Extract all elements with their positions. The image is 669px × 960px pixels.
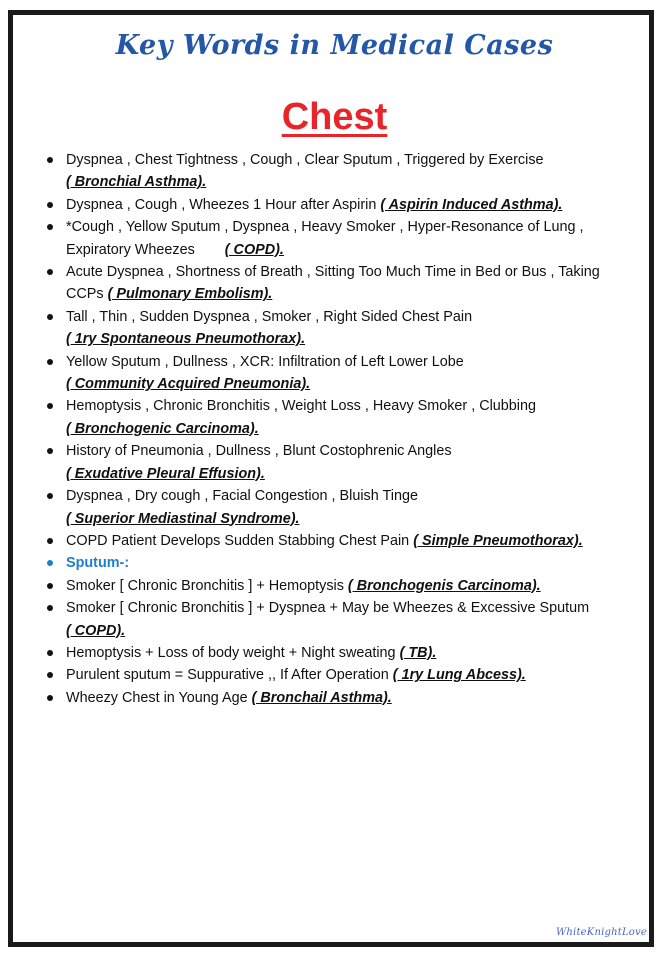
case-keywords: *Cough , Yellow Sputum , Dyspnea , Heavy Smoker , Hyper-Resonance of Lung , Expiratory Wheezes: [66, 219, 584, 258]
list-item: [44, 194, 634, 216]
sputum-label: Sputum-:: [66, 555, 130, 572]
case-diagnosis: ( 1ry Lung Abcess).: [392, 667, 526, 684]
bullet-icon: [47, 157, 53, 163]
bullet-icon: [47, 224, 53, 230]
case-list: [44, 149, 634, 709]
section-heading: Chest: [281, 96, 388, 138]
signature-watermark: WhiteKnightLove: [555, 927, 647, 938]
case-diagnosis: ( Bronchial Asthma).: [66, 174, 207, 191]
list-item: [44, 149, 634, 194]
case-keywords: Wheezy Chest in Young Age: [66, 689, 252, 706]
case-keywords: Yellow Sputum , Dullness , XCR: Infiltration of Left Lower Lobe: [66, 353, 464, 370]
case-diagnosis: ( Simple Pneumothorax).: [413, 532, 583, 549]
bullet-icon: [47, 695, 53, 701]
bullet-icon: [47, 314, 53, 320]
bullet-icon: [47, 202, 53, 208]
list-item: [44, 440, 634, 485]
case-keywords: Smoker [ Chronic Bronchitis ] + Dyspnea + May be Wheezes & Excessive Sputum: [66, 600, 590, 617]
case-keywords: Hemoptysis , Chronic Bronchitis , Weight Loss , Heavy Smoker , Clubbing: [66, 398, 537, 415]
bullet-icon: [47, 403, 53, 409]
case-keywords: COPD Patient Develops Sudden Stabbing Chest Pain: [66, 532, 414, 549]
list-item: [44, 216, 634, 261]
list-item: [44, 261, 634, 306]
case-diagnosis: ( Exudative Pleural Effusion).: [66, 465, 265, 482]
list-item: [44, 597, 634, 642]
case-diagnosis: ( Bronchogenic Carcinoma).: [66, 420, 259, 437]
bullet-icon: [47, 583, 53, 589]
bullet-icon: [47, 650, 53, 656]
list-item: [44, 395, 634, 440]
case-diagnosis: ( COPD).: [66, 622, 126, 639]
bullet-icon: [47, 269, 53, 275]
bullet-icon: [47, 538, 53, 544]
list-item: [44, 351, 634, 396]
case-diagnosis: ( Bronchail Asthma).: [251, 689, 392, 706]
case-keywords: Purulent sputum = Suppurative ,, If After Operation: [66, 667, 393, 684]
sputum-subheading: [44, 552, 634, 574]
case-diagnosis: ( Superior Mediastinal Syndrome).: [66, 510, 300, 527]
case-diagnosis: ( 1ry Spontaneous Pneumothorax).: [66, 331, 306, 348]
case-diagnosis: ( Community Acquired Pneumonia).: [66, 376, 311, 393]
bullet-icon: [47, 493, 53, 499]
case-keywords: Smoker [ Chronic Bronchitis ] + Hemoptysis: [66, 577, 348, 594]
list-item: [44, 530, 634, 552]
bullet-icon: [47, 672, 53, 678]
case-keywords: Dyspnea , Cough , Wheezes 1 Hour after Aspirin: [66, 196, 381, 213]
case-diagnosis: ( TB).: [399, 644, 437, 661]
case-keywords: History of Pneumonia , Dullness , Blunt Costophrenic Angles: [66, 443, 452, 460]
list-item: [44, 664, 634, 686]
case-diagnosis: ( Pulmonary Embolism).: [107, 286, 273, 303]
page-title: Key Words in Medical Cases: [115, 30, 554, 61]
list-item: [44, 642, 634, 664]
bullet-icon: [47, 359, 53, 365]
section-heading-wrap: [0, 94, 669, 140]
bullet-icon: [47, 605, 53, 611]
case-keywords: Dyspnea , Dry cough , Facial Congestion , Bluish Tinge: [66, 488, 418, 505]
list-item: [44, 575, 634, 597]
case-keywords: Hemoptysis + Loss of body weight + Night sweating: [66, 644, 400, 661]
case-diagnosis: ( Aspirin Induced Asthma).: [380, 196, 563, 213]
case-keywords: Dyspnea , Chest Tightness , Cough , Clear Sputum , Triggered by Exercise: [66, 152, 544, 168]
list-item: [44, 687, 634, 709]
list-item: [44, 306, 634, 351]
case-diagnosis: ( Bronchogenis Carcinoma).: [347, 577, 541, 594]
case-diagnosis: ( COPD).: [224, 241, 284, 258]
list-item: [44, 485, 634, 530]
bullet-icon: [47, 560, 53, 566]
case-keywords: Acute Dyspnea , Shortness of Breath , Sitting Too Much Time in Bed or Bus , Taking CCPs: [66, 264, 600, 303]
case-keywords: Tall , Thin , Sudden Dyspnea , Smoker , Right Sided Chest Pain: [66, 308, 473, 325]
bullet-icon: [47, 448, 53, 454]
